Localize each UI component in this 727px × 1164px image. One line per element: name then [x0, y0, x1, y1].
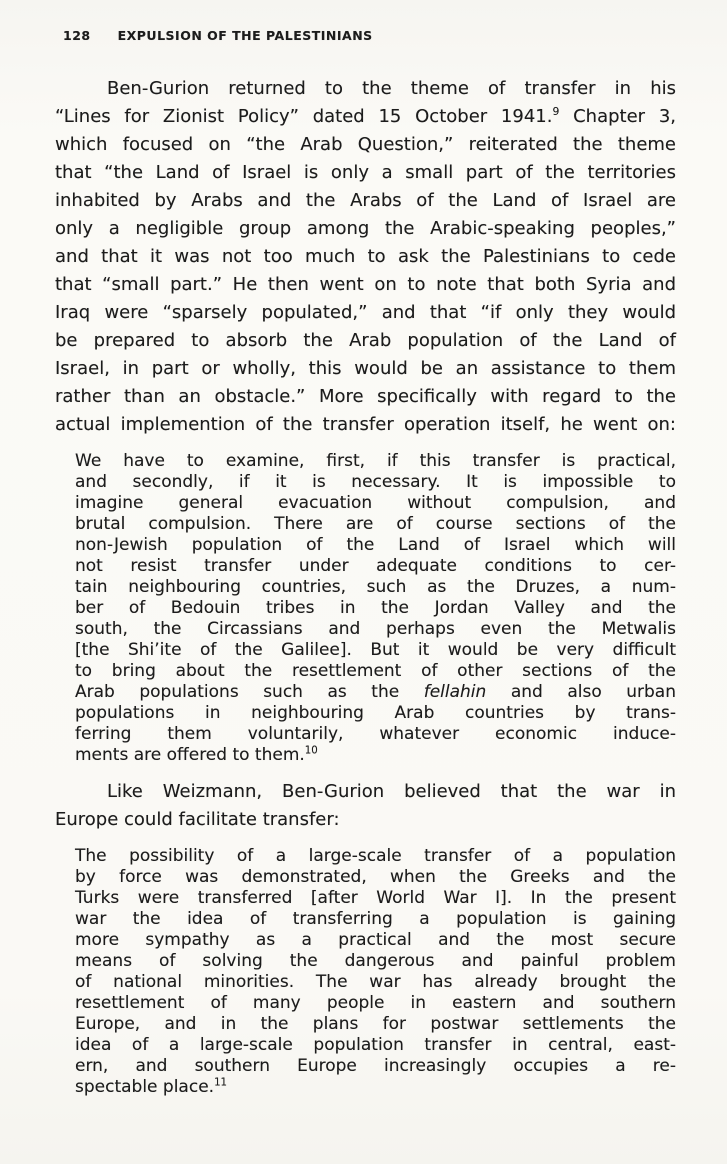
text-segment: that “small part.” He then went on to note that both Syria and [55, 274, 676, 295]
text-line [75, 972, 676, 993]
text-line [75, 535, 676, 556]
text-segment: south, the Circassians and perhaps even the Metwalis [75, 619, 676, 639]
text-line [75, 909, 676, 930]
running-header [63, 28, 676, 43]
text-segment: more sympathy as a practical and the most secure [75, 930, 676, 950]
paragraph [55, 75, 676, 439]
page-body [55, 75, 676, 1098]
text-line [75, 1035, 676, 1056]
text-segment: actual implemention of the transfer operation itself, he went on: [55, 414, 676, 435]
text-segment: Arab populations such as the [75, 682, 424, 702]
text-segment: ments are offered to them. [75, 745, 305, 765]
text-segment: populations in neighbouring Arab countries by trans- [75, 703, 676, 723]
text-line [75, 577, 676, 598]
text-line [75, 451, 676, 472]
text-segment: brutal compulsion. There are of course sections of the [75, 514, 676, 534]
text-segment: imagine general evacuation without compulsion, and [75, 493, 676, 513]
text-line [55, 131, 676, 159]
text-segment: by force was demonstrated, when the Greeks and the [75, 867, 676, 887]
text-segment: resettlement of many people in eastern and southern [75, 993, 676, 1013]
text-segment: and that it was not too much to ask the Palestinians to cede [55, 246, 676, 267]
text-line [55, 299, 676, 327]
paragraph [55, 778, 676, 834]
text-segment: war the idea of transferring a population is gaining [75, 909, 676, 929]
text-segment: of national minorities. The war has already brought the [75, 972, 676, 992]
italic-term: fellahin [423, 682, 487, 702]
text-segment: ber of Bedouin tribes in the Jordan Valley and the [75, 598, 676, 618]
text-line [75, 682, 676, 703]
text-line [75, 619, 676, 640]
text-segment: be prepared to absorb the Arab population of the Land of [55, 330, 676, 351]
text-segment: The possibility of a large-scale transfer of a population [75, 846, 676, 866]
text-line [55, 355, 676, 383]
text-line [75, 703, 676, 724]
text-line [55, 778, 676, 806]
text-line [75, 930, 676, 951]
text-line [75, 724, 676, 745]
text-segment: spectable place. [75, 1077, 215, 1097]
text-line [55, 187, 676, 215]
text-line [75, 472, 676, 493]
text-segment: [the Shi’ite of the Galilee]. But it would be very difficult [75, 640, 676, 660]
text-segment: Europe could facilitate transfer: [55, 809, 340, 830]
text-line [75, 1077, 676, 1098]
text-line [75, 867, 676, 888]
text-segment: “Lines for Zionist Policy” dated 15 October 1941. [55, 106, 553, 127]
text-line [75, 556, 676, 577]
text-segment: ferring them voluntarily, whatever economic induce- [75, 724, 676, 744]
text-line [55, 271, 676, 299]
footnote-marker: 9 [552, 105, 560, 118]
text-segment: that “the Land of Israel is only a small part of the territories [55, 162, 676, 183]
text-segment: only a negligible group among the Arabic-speaking peoples,” [55, 218, 676, 239]
text-line [75, 951, 676, 972]
text-segment: Europe, and in the plans for postwar settlements the [75, 1014, 676, 1034]
text-line [75, 493, 676, 514]
text-line [55, 159, 676, 187]
text-line [55, 806, 676, 834]
text-line [55, 411, 676, 439]
text-line [75, 888, 676, 909]
text-segment: and secondly, if it is necessary. It is impossible to [75, 472, 676, 492]
text-segment: idea of a large-scale population transfer in central, east- [75, 1035, 676, 1055]
text-segment: inhabited by Arabs and the Arabs of the Land of Israel are [55, 190, 676, 211]
text-line [75, 661, 676, 682]
text-segment: tain neighbouring countries, such as the Druzes, a num- [75, 577, 676, 597]
running-head-title: EXPULSION OF THE PALESTINIANS [117, 28, 373, 43]
text-line [55, 75, 676, 103]
text-segment: We have to examine, first, if this transfer is practical, [75, 451, 676, 471]
text-segment: not resist transfer under adequate conditions to cer- [75, 556, 676, 576]
text-line [75, 514, 676, 535]
text-segment: non-Jewish population of the Land of Israel which will [75, 535, 676, 555]
page-number: 128 [63, 28, 91, 43]
text-segment: Israel, in part or wholly, this would be an assistance to them [55, 358, 676, 379]
block-quote [75, 451, 676, 766]
text-segment: Chapter 3, [559, 106, 676, 127]
text-segment: Ben-Gurion returned to the theme of transfer in his [107, 78, 676, 99]
text-segment: Iraq were “sparsely populated,” and that “if only they would [55, 302, 676, 323]
text-line [55, 103, 676, 131]
text-segment: rather than an obstacle.” More specifically with regard to the [55, 386, 676, 407]
block-quote [75, 846, 676, 1098]
text-line [55, 327, 676, 355]
text-segment: which focused on “the Arab Question,” reiterated the theme [55, 134, 676, 155]
text-line [55, 243, 676, 271]
text-line [75, 993, 676, 1014]
footnote-marker: 11 [214, 1077, 228, 1089]
text-line [75, 745, 676, 766]
text-line [75, 598, 676, 619]
text-segment: ern, and southern Europe increasingly occupies a re- [75, 1056, 676, 1076]
text-segment: Like Weizmann, Ben-Gurion believed that the war in [107, 781, 676, 802]
text-segment: Turks were transferred [after World War I]. In the present [75, 888, 676, 908]
text-line [55, 383, 676, 411]
text-line [75, 1056, 676, 1077]
text-segment: and also urban [486, 682, 676, 702]
text-segment: to bring about the resettlement of other sections of the [75, 661, 676, 681]
text-segment: means of solving the dangerous and painful problem [75, 951, 676, 971]
text-line [75, 1014, 676, 1035]
text-line [75, 846, 676, 867]
text-line [55, 215, 676, 243]
text-line [75, 640, 676, 661]
footnote-marker: 10 [304, 745, 318, 757]
